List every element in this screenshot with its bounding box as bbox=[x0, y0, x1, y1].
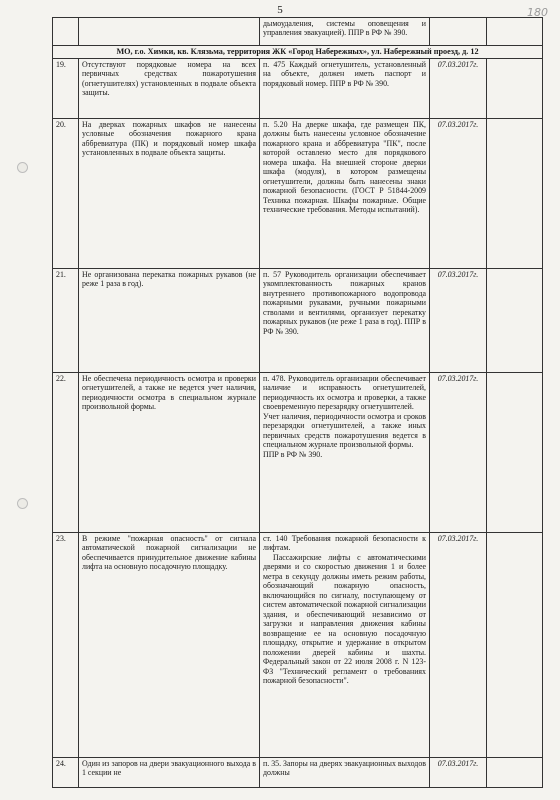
page-number: 5 bbox=[277, 4, 283, 16]
table-row bbox=[53, 532, 543, 757]
row-number: 24. bbox=[53, 757, 79, 787]
row-number-cell bbox=[53, 18, 79, 46]
norm-reference: п. 35. Запоры на дверях эвакуационных выходов должны bbox=[260, 757, 430, 787]
norm-paragraph: Пассажирские лифты с автоматическими дверями и со скоростью движения 1 и более метра в секунду должны иметь режим работы, обозначающий пожарную опасность, включающийся по сигналу, поступающему от систем автоматической пожарной сигнализации здания, и обеспечивающий независимо от загрузки и направления движения кабины возвращение ее на основную посадочную площадку, открытие и удержание в открытом положении дверей кабины и шахты. Федеральный закон от 22 июля 2008 г. N 123-ФЗ "Технический регламент о требованиях пожарной безопасности". bbox=[263, 552, 426, 686]
violation-description: Отсутствуют порядковые номера на всех первичных средствах пожаротушения (огнетушителях) установленных в подвале объекта защиты. bbox=[79, 58, 260, 118]
note-cell bbox=[487, 118, 543, 268]
table-row bbox=[53, 18, 543, 46]
row-number: 20. bbox=[53, 118, 79, 268]
norm-reference bbox=[260, 372, 430, 532]
table-row bbox=[53, 58, 543, 118]
violation-description: Один из запоров на двери эвакуационного выхода в 1 секции не bbox=[79, 757, 260, 787]
note-cell bbox=[487, 18, 543, 46]
norm-reference: п. 57 Руководитель организации обеспечивает укомплектованность пожарных кранов внутреннего противопожарного водопровода пожарными рукавами, ручными пожарными стволами и вентилями, организует перекатку пожарных рукавов (не реже 1 раза в год). ППР в РФ № 390. bbox=[260, 268, 430, 372]
norm-paragraph: п. 478. Руководитель организации обеспечивает наличие и исправность огнетушителей, периодичность их осмотра и проверки, а также своевременную перезарядку огнетушителей. bbox=[263, 373, 426, 412]
violation-description-cell bbox=[79, 18, 260, 46]
section-title: МО, г.о. Химки, кв. Клязьма, территория ЖК «Город Набережных», ул. Набережный проезд, д. 12 bbox=[53, 46, 543, 59]
violation-description: В режиме "пожарная опасность" от сигнала автоматической пожарной сигнализации не обеспечивается принудительное движение кабины лифта на основную посадочную площадку. bbox=[79, 532, 260, 757]
deadline-date: 07.03.2017г. bbox=[430, 372, 487, 532]
norm-reference: п. 5.20 На дверке шкафа, где размещен ПК, должны быть нанесены условное обозначение пожарного крана и аббревиатура "ПК", после которой оставлено место для порядкового номера шкафа. На внешней стороне дверки шкафа (модуля), в котором размещены огнетушители, должны быть нанесены знаки пожарной безопасности. (ГОСТ Р 51844-2009 Техника пожарная. Шкафы пожарные. Общие технические требования. Методы испытаний). bbox=[260, 118, 430, 268]
norm-paragraph: ППР в РФ № 390. bbox=[263, 449, 323, 459]
table-row bbox=[53, 757, 543, 787]
table-row bbox=[53, 118, 543, 268]
row-number: 21. bbox=[53, 268, 79, 372]
deadline-date: 07.03.2017г. bbox=[430, 757, 487, 787]
violations-table bbox=[52, 17, 543, 788]
row-number: 19. bbox=[53, 58, 79, 118]
deadline-date: 07.03.2017г. bbox=[430, 118, 487, 268]
deadline-date: 07.03.2017г. bbox=[430, 58, 487, 118]
note-cell bbox=[487, 757, 543, 787]
section-header-row bbox=[53, 46, 543, 59]
norm-paragraph: ст. 140 Требования пожарной безопасности к лифтам. bbox=[263, 533, 426, 553]
deadline-cell bbox=[430, 18, 487, 46]
note-cell bbox=[487, 372, 543, 532]
table-row bbox=[53, 268, 543, 372]
norm-reference bbox=[260, 532, 430, 757]
note-cell bbox=[487, 268, 543, 372]
norm-reference: п. 475 Каждый огнетушитель, установленный на объекте, должен иметь паспорт и порядковый номер. ППР в РФ № 390. bbox=[260, 58, 430, 118]
norm-paragraph: Учет наличия, периодичности осмотра и сроков перезарядки огнетушителей, а также иных первичных средств пожаротушения ведется в специальном журнале произвольной формы. bbox=[263, 411, 426, 450]
note-cell bbox=[487, 532, 543, 757]
row-number: 22. bbox=[53, 372, 79, 532]
violation-description: На дверках пожарных шкафов не нанесены условные обозначения пожарного крана аббревиатура (ПК) и порядковый номер шкафа установленных в подвале объекта защиты. bbox=[79, 118, 260, 268]
deadline-date: 07.03.2017г. bbox=[430, 532, 487, 757]
corner-handwritten-mark: 180 bbox=[527, 6, 548, 19]
violation-description: Не обеспечена периодичность осмотра и проверки огнетушителей, а также не ведется учет наличия, периодичности осмотра в специальном журнале произвольной формы. bbox=[79, 372, 260, 532]
deadline-date: 07.03.2017г. bbox=[430, 268, 487, 372]
punch-hole-icon bbox=[17, 498, 28, 509]
violation-description: Не организована перекатка пожарных рукавов (не реже 1 раза в год). bbox=[79, 268, 260, 372]
row-number: 23. bbox=[53, 532, 79, 757]
note-cell bbox=[487, 58, 543, 118]
table-row bbox=[53, 372, 543, 532]
norm-reference-cell: дымоудаления, системы оповещения и управления эвакуацией). ППР в РФ № 390. bbox=[260, 18, 430, 46]
punch-hole-icon bbox=[17, 162, 28, 173]
